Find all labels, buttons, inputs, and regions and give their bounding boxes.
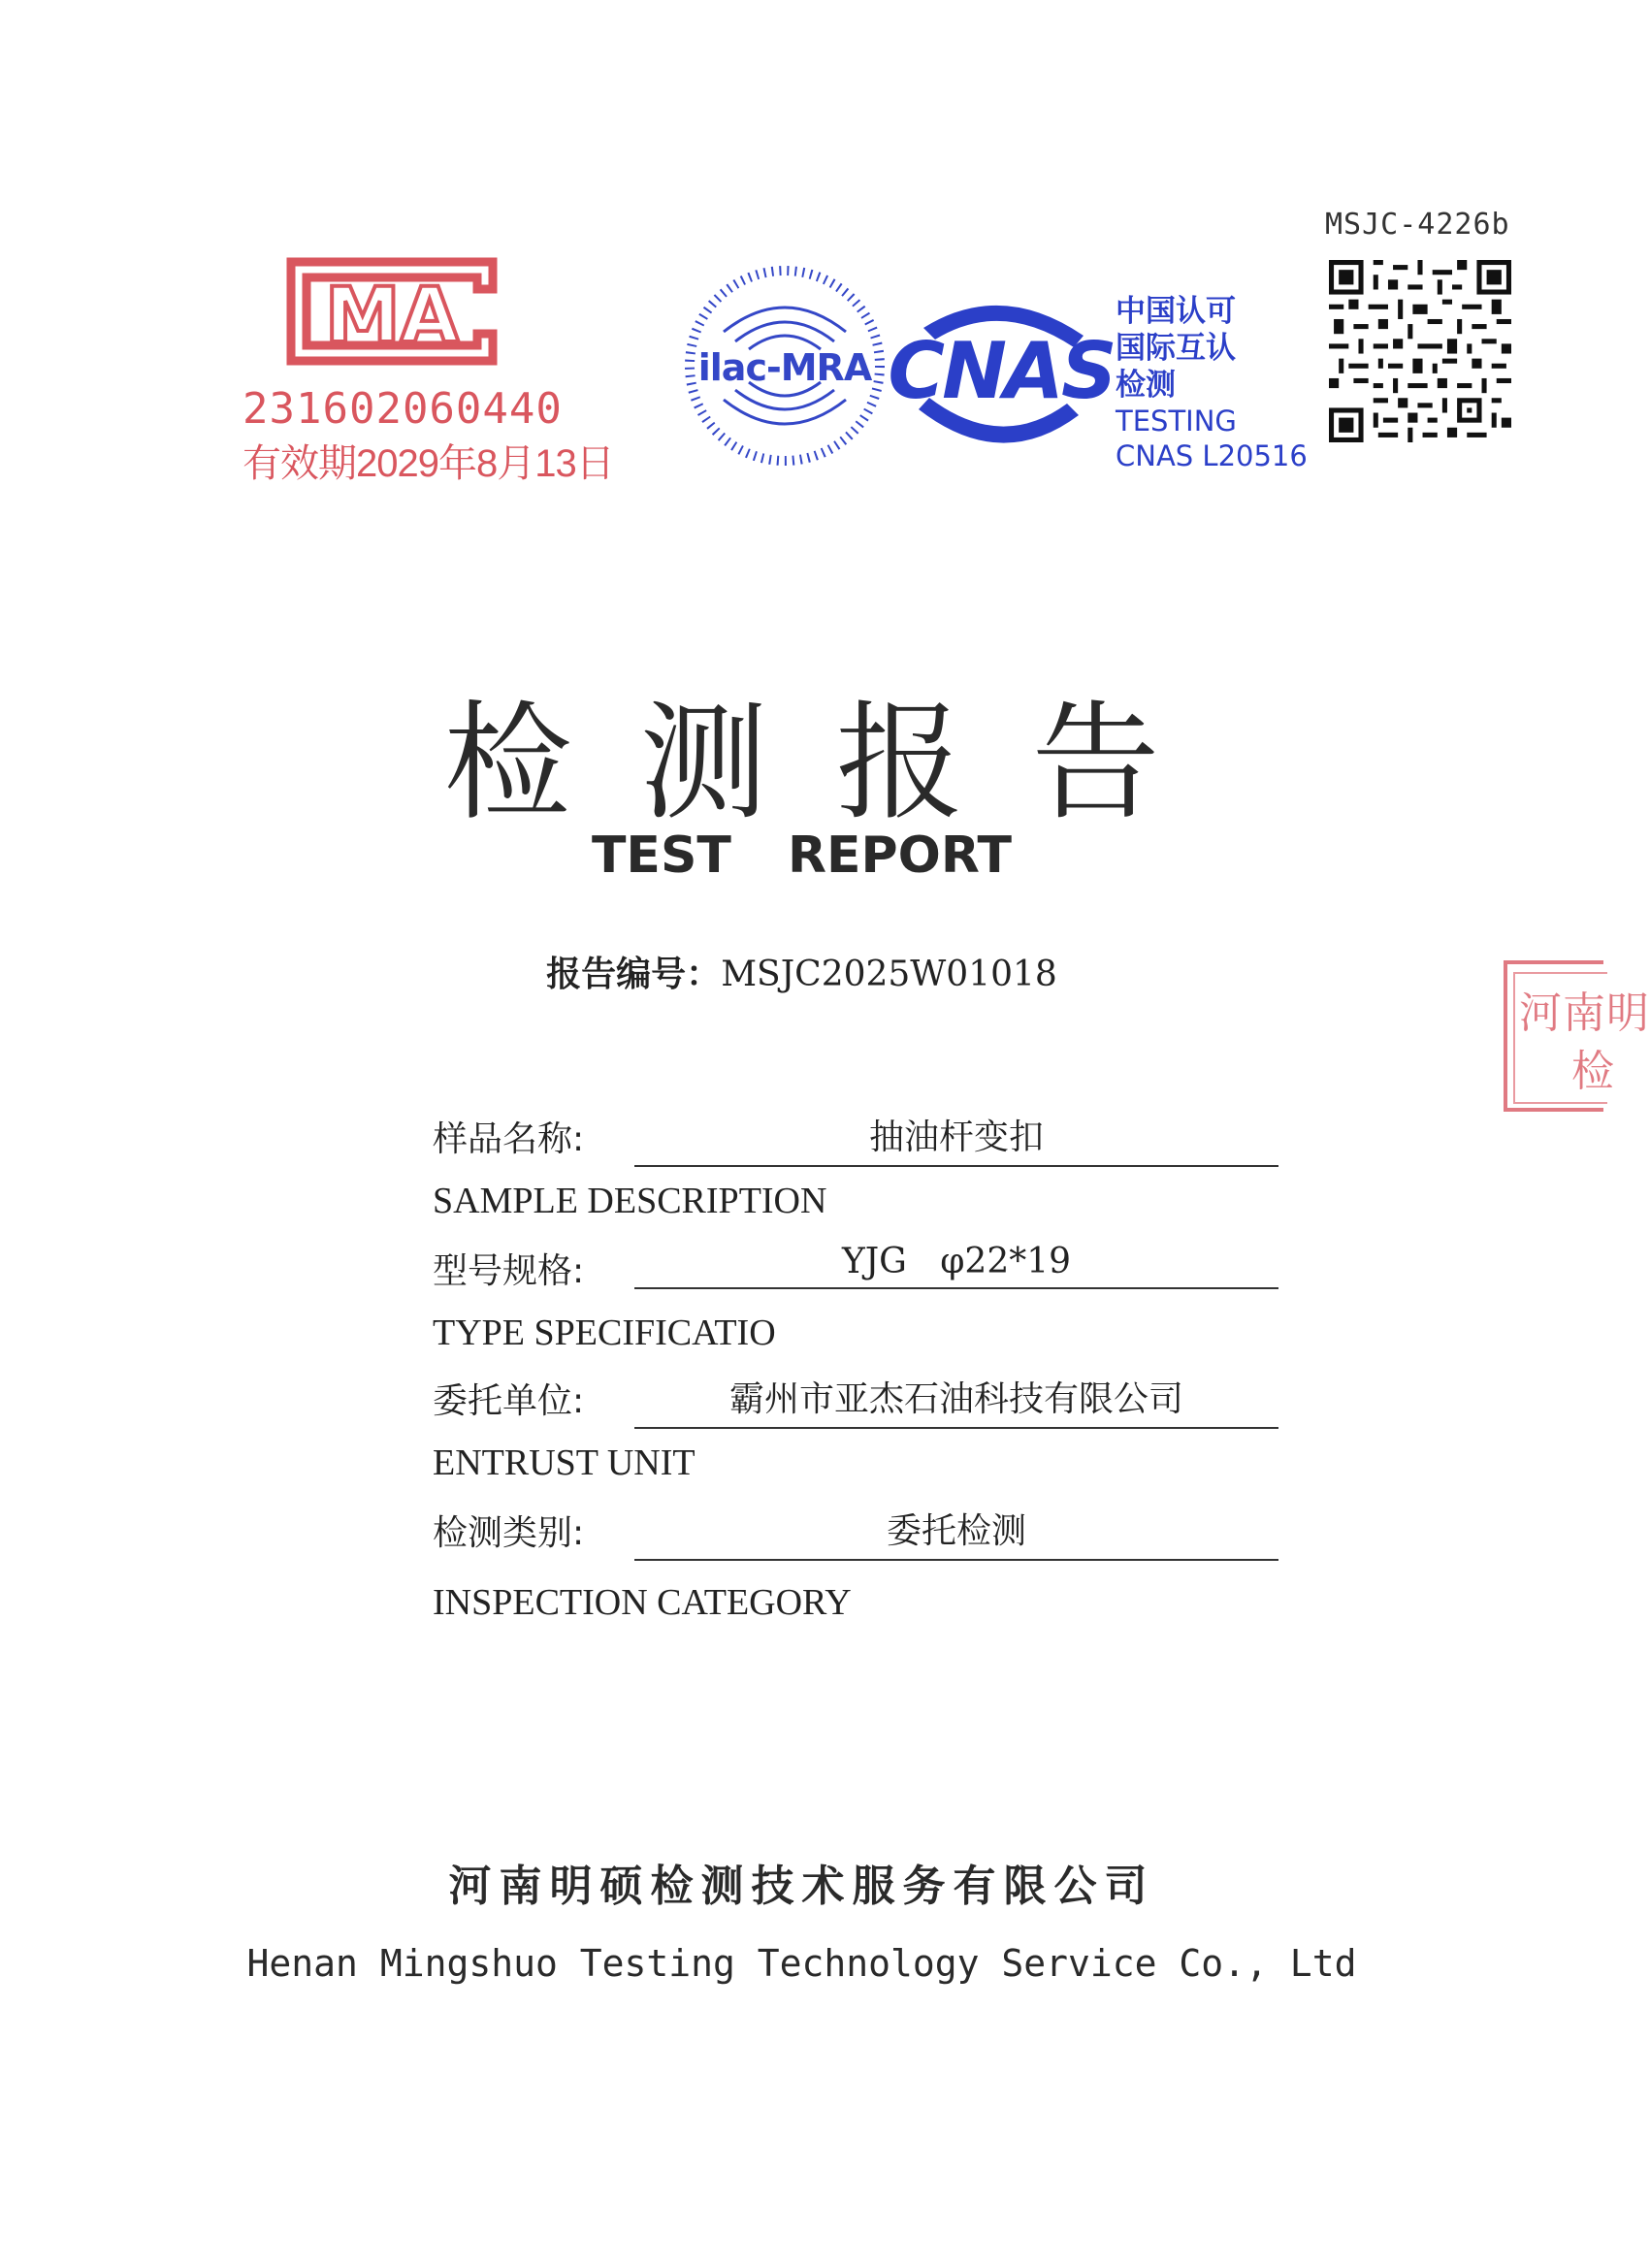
company-name-chinese: 河南明硕检测技术服务有限公司: [448, 1862, 1155, 1911]
sample-name-value: 抽油杆变扣: [634, 1110, 1278, 1167]
type-spec-label: 型号规格:: [433, 1251, 585, 1291]
type-spec-value: YJG φ22*19: [634, 1242, 1278, 1289]
sample-name-label-en: SAMPLE DESCRIPTION: [433, 1181, 827, 1221]
category-label: 检测类别:: [433, 1513, 585, 1553]
category-label-en: INSPECTION CATEGORY: [433, 1582, 852, 1623]
cnas-en-line-1: TESTING: [1116, 405, 1237, 437]
cma-stamp: [233, 254, 614, 487]
title-english: TEST REPORT: [591, 826, 1013, 885]
sample-name-label: 样品名称:: [433, 1119, 585, 1159]
client-value: 霸州市亚杰石油科技有限公司: [634, 1372, 1278, 1429]
cnas-cn-line-2: 国际互认: [1116, 331, 1236, 366]
cma-logo-text: MA: [325, 273, 459, 360]
edge-seal-line-1: 河南明: [1519, 988, 1650, 1038]
title-chinese: 检测报告: [443, 689, 1228, 838]
cnas-en-line-2: CNAS L20516: [1116, 439, 1308, 472]
cma-number: 231602060440: [243, 384, 563, 434]
report-number: [0, 947, 1603, 996]
edge-seal-line-2: 检: [1571, 1047, 1614, 1096]
cnas-cn-line-3: 检测: [1116, 368, 1176, 403]
cnas-logo-text: CNAS: [888, 326, 1115, 416]
type-spec-label-en: TYPE SPECIFICATIO: [433, 1312, 776, 1353]
form-code: MSJC-4226b: [1325, 208, 1510, 242]
cma-logo: [272, 254, 512, 369]
ilac-mra-logo: [685, 264, 885, 468]
category-value: 委托检测: [634, 1504, 1278, 1561]
cma-valid-until: 有效期2029年8月13日: [243, 442, 614, 485]
cnas-mark-text: [1116, 293, 1308, 473]
client-label-en: ENTRUST UNIT: [433, 1442, 696, 1483]
cnas-logo: [885, 289, 1117, 456]
cnas-cn-line-1: 中国认可: [1116, 294, 1236, 329]
company-name-english: Henan Mingshuo Testing Technology Service Co., Ltd: [246, 1942, 1357, 1985]
report-number-label: 报告编号：: [546, 955, 722, 994]
client-label: 委托单位:: [433, 1381, 585, 1421]
report-number-value: MSJC2025W01018: [721, 955, 1057, 994]
ilac-mra-text: ilac-MRA: [697, 346, 872, 389]
qr-code: [1329, 260, 1511, 442]
